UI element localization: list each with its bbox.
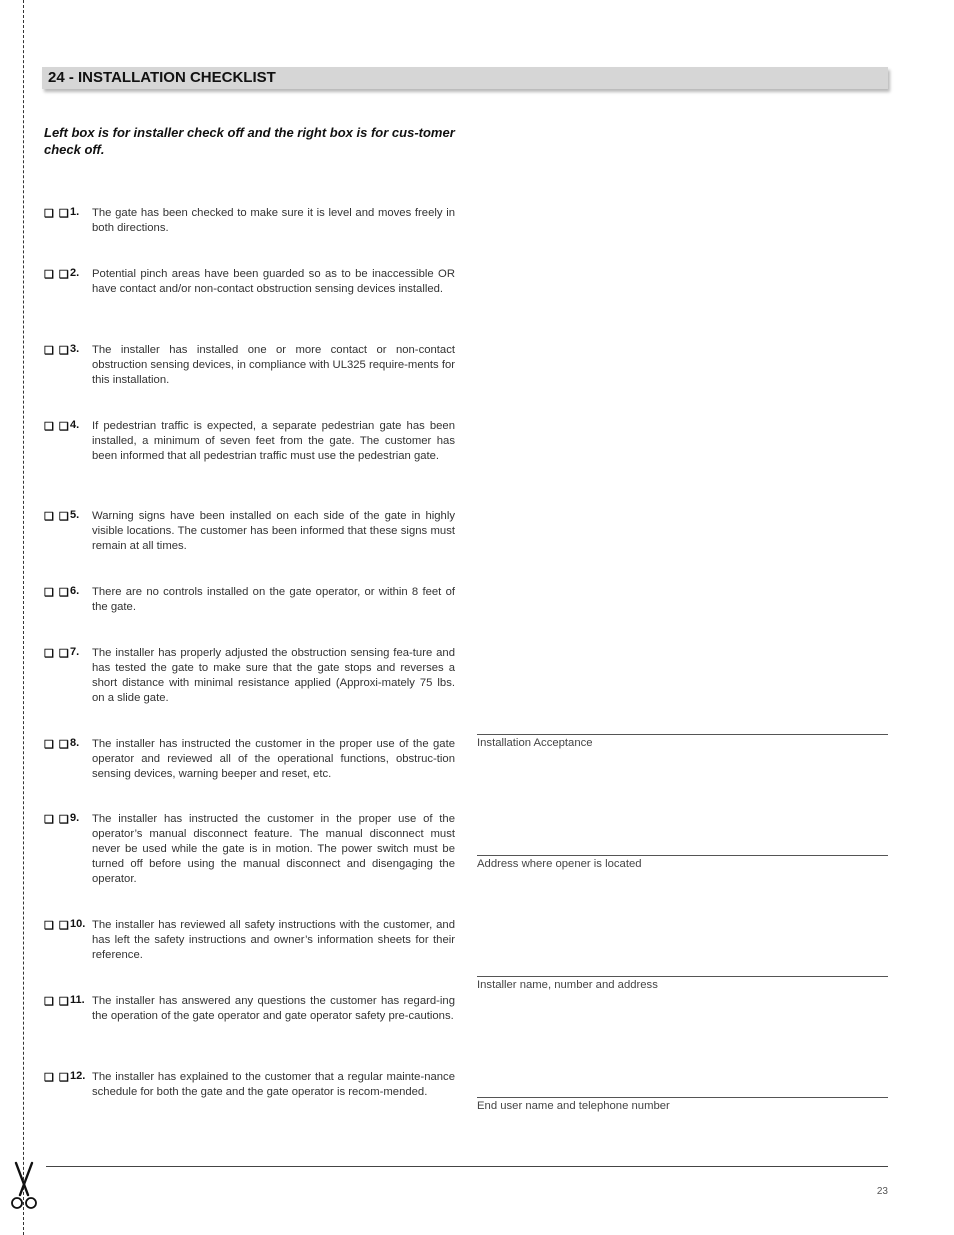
checkbox-pair[interactable]: ❏ ❏	[44, 208, 70, 220]
item-number: 12.	[70, 1070, 86, 1082]
section-header	[42, 67, 888, 89]
item-number: 5.	[70, 509, 80, 521]
item-text: If pedestrian traffic is expected, a separate pedestrian gate has been installed, a minimum of seven feet from the gate. The customer has been informed that all pedestrian traffic must use the pedestrian gate.	[92, 420, 455, 462]
cut-line	[23, 0, 24, 1235]
checkbox-pair[interactable]: ❏ ❏	[44, 587, 70, 599]
item-number: 8.	[70, 737, 80, 749]
item-number: 4.	[70, 419, 80, 431]
intro-text: Left box is for installer check off and the right box is for cus-tomer check off.	[44, 125, 455, 157]
section-title: 24 - INSTALLATION CHECKLIST	[48, 69, 276, 86]
checkbox-pair[interactable]: ❏ ❏	[44, 511, 70, 523]
signature-line-installer-info[interactable]	[477, 976, 888, 991]
checkbox-pair[interactable]: ❏ ❏	[44, 739, 70, 751]
item-text: The gate has been checked to make sure it is level and moves freely in both directions.	[92, 207, 455, 234]
item-number: 6.	[70, 585, 80, 597]
signature-line-end-user-info[interactable]	[477, 1097, 888, 1112]
item-text: The installer has installed one or more contact or non-contact obstruction sensing devices, in compliance with UL325 require-ments for this installation.	[92, 344, 455, 386]
page-number: 23	[876, 1186, 888, 1197]
item-number: 3.	[70, 343, 80, 355]
item-number: 9.	[70, 812, 80, 824]
item-number: 2.	[70, 267, 80, 279]
signature-line-installation-acceptance[interactable]	[477, 734, 888, 749]
scissors-icon	[8, 1161, 40, 1211]
checkbox-pair[interactable]: ❏ ❏	[44, 1072, 70, 1084]
checkbox-pair[interactable]: ❏ ❏	[44, 421, 70, 433]
signature-label: Installer name, number and address	[477, 979, 658, 991]
signature-label: Installation Acceptance	[477, 737, 593, 749]
checkbox-pair[interactable]: ❏ ❏	[44, 345, 70, 357]
item-number: 1.	[70, 206, 80, 218]
item-text: The installer has properly adjusted the obstruction sensing fea-ture and has tested the gate to make sure that the gate stops and reverses a short distance with minimal resistance applied (Approxi-mately 75 lbs. on a slide gate.	[92, 647, 455, 704]
item-text: The installer has answered any questions the customer has regard-ing the operation of the gate operator and gate operator safety pre-cautions.	[92, 995, 455, 1022]
checkbox-pair[interactable]: ❏ ❏	[44, 269, 70, 281]
signature-line-opener-address[interactable]	[477, 855, 888, 870]
signature-label: End user name and telephone number	[477, 1100, 670, 1112]
item-text: The installer has explained to the customer that a regular mainte-nance schedule for both the gate and the gate operator is recom-mended.	[92, 1071, 455, 1098]
checkbox-pair[interactable]: ❏ ❏	[44, 996, 70, 1008]
item-text: The installer has instructed the customer in the proper use of the gate operator and reviewed all of the operational functions, obstruc-tion sensing devices, warning beeper and reset, etc.	[92, 738, 455, 780]
item-text: Potential pinch areas have been guarded so as to be inaccessible OR have contact and/or non-contact obstruction sensing devices installed.	[92, 268, 455, 295]
item-number: 10.	[70, 918, 86, 930]
footer-rule	[46, 1166, 888, 1167]
item-number: 7.	[70, 646, 80, 658]
item-number: 11.	[70, 994, 85, 1006]
checkbox-pair[interactable]: ❏ ❏	[44, 648, 70, 660]
item-text: The installer has reviewed all safety instructions with the customer, and has left the safety instructions and owner’s information sheets for their reference.	[92, 919, 455, 961]
item-text: Warning signs have been installed on each side of the gate in highly visible locations. The customer has been informed that these signs must remain at all times.	[92, 510, 455, 552]
checkbox-pair[interactable]: ❏ ❏	[44, 920, 70, 932]
item-text: There are no controls installed on the gate operator, or within 8 feet of the gate.	[92, 586, 455, 613]
item-text: The installer has instructed the customer in the proper use of the operator’s manual disconnect feature. The manual disconnect must never be used while the gate is in motion. The power switch must be turned off before using the manual disconnect and disengaging the operator.	[92, 813, 455, 885]
signature-label: Address where opener is located	[477, 858, 642, 870]
checkbox-pair[interactable]: ❏ ❏	[44, 814, 70, 826]
